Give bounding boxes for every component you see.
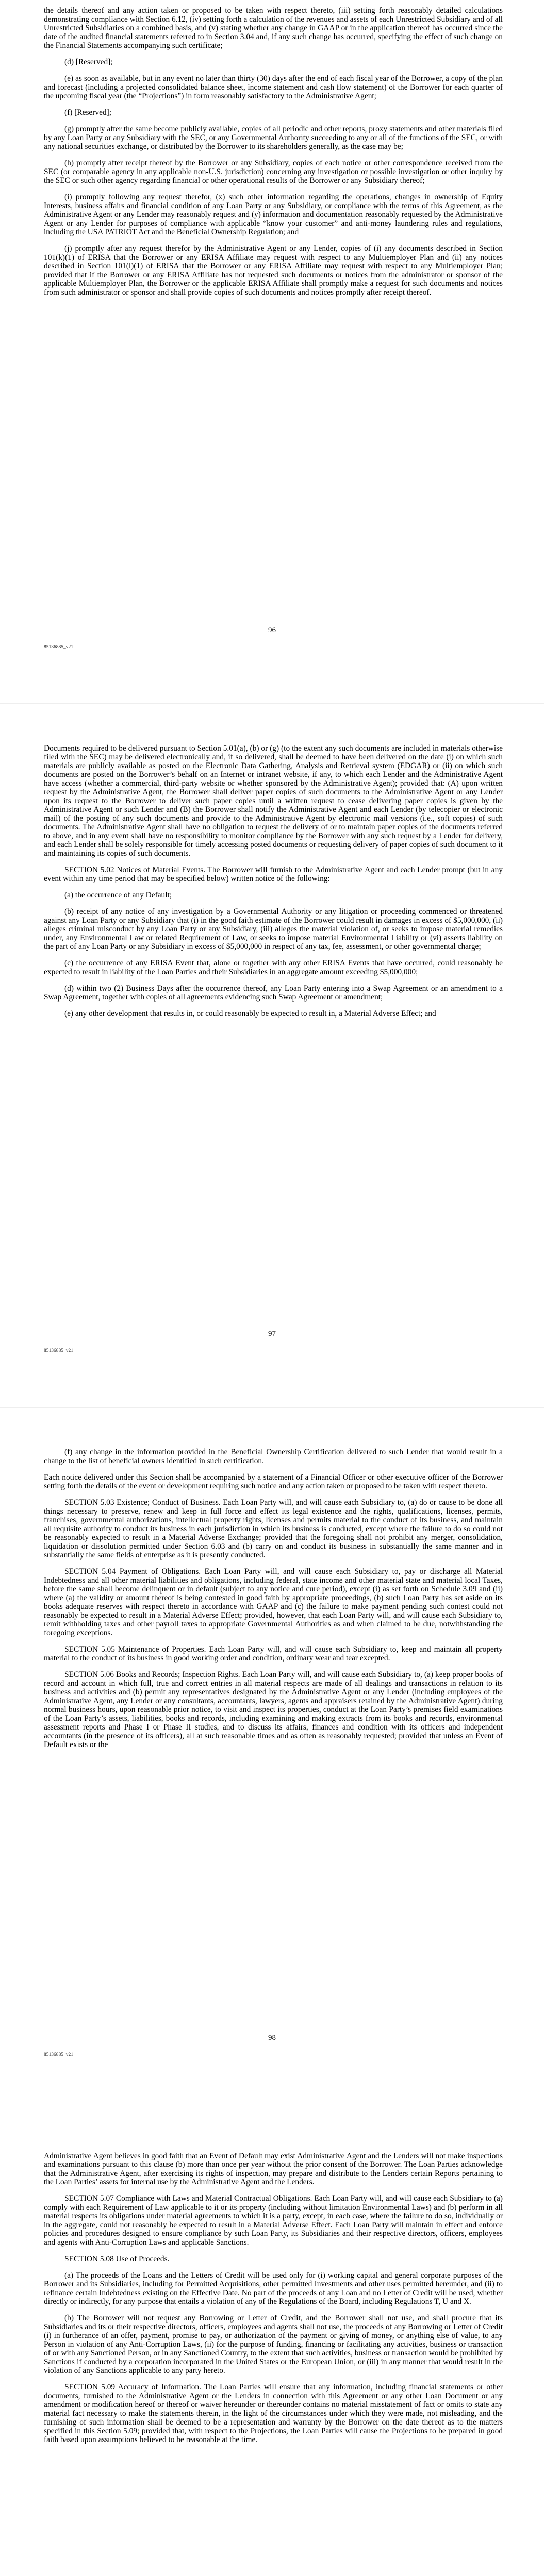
document-id-footer: 85136885_v21 — [44, 1348, 73, 1353]
page-number: 97 — [268, 1330, 276, 1338]
clause-b: (b) receipt of any notice of any investigation by a Governmental Authority or any litigation or proceeding commenced or threatened against any Loan Party or any Subsidiary that (i) in the good faith estimate of the Borrower could result in damages in excess of $5,000,000, (ii) alleges criminal misconduct by any Loan Party or any Subsidiary, (iii) alleges the material violation of, or seeks to impose material remedies under, any Environmental Law or related Requirement of Law, or seeks to impose material Environmental Liability or (vi) asserts liability on the part of any Loan Party or any Subsidiary in excess of $5,000,000 in respect of any tax, fee, assessment, or other governmental charge; — [44, 907, 503, 951]
page-body — [44, 6, 503, 304]
clause-d: (d) [Reserved]; — [64, 58, 113, 66]
section-5-05: SECTION 5.05 Maintenance of Properties. Each Loan Party will, and will cause each Subsidiary to, keep and maintain all property material to the conduct of its business in good working order and condition, ordinary wear and tear excepted. — [44, 1645, 503, 1663]
clause-h: (h) promptly after receipt thereof by the Borrower or any Subsidiary, copies of each notice or other correspondence received from the SEC (or comparable agency in any applicable non-U.S. jurisdiction) concerning any investigation or possible investigation or other inquiry by the SEC or such other agency regarding financial or other operational results of the Borrower or any Subsidiary thereof; — [44, 159, 503, 185]
paragraph-electronic-delivery: Documents required to be delivered pursuant to Section 5.01(a), (b) or (g) (to the extent any such documents are included in materials otherwise filed with the SEC) may be delivered electronically and, if so delivered, shall be deemed to have been delivered on the date (i) on which such materials are publicly available as posted on the Electronic Data Gathering, Analysis and Retrieval system (EDGAR) or (ii) on which such documents are posted on the Borrower’s behalf on an Internet or intranet website, if any, to which each Lender and the Administrative Agent have access (whether a commercial, third-party website or whether sponsored by the Administrative Agent); provided that: (A) upon written request by the Administrative Agent, the Borrower shall deliver paper copies of such documents to the Administrative Agent or any Lender upon its request to the Borrower to deliver such paper copies until a written request to cease delivering paper copies is given by the Administrative Agent or such Lender and (B) the Borrower shall notify the Administrative Agent and each Lender (by telecopier or electronic mail) of the posting of any such documents and provide to the Administrative Agent by electronic mail versions (i.e., soft copies) of such documents. The Administrative Agent shall have no obligation to request the delivery of or to maintain paper copies of the documents referred to above, and in any event shall have no responsibility to monitor compliance by the Borrower with any such request by a Lender for delivery, and each Lender shall be solely responsible for timely accessing posted documents or requesting delivery of paper copies of such document to it and maintaining its copies of such documents. — [44, 744, 503, 858]
section-5-06: SECTION 5.06 Books and Records; Inspection Rights. Each Loan Party will, and will cause each Subsidiary to, (a) keep proper books of record and account in which full, true and correct entries in all material respects are made of all dealings and transactions in relation to its business and activities and (b) permit any representatives designated by the Administrative Agent or any Lender (including employees of the Administrative Agent, any Lender or any consultants, accountants, lawyers, agents and appraisers retained by the Administrative Agent) during normal business hours, upon reasonable prior notice, to visit and inspect its properties, conduct at the Loan Party’s premises field examinations of the Loan Party’s assets, liabilities, books and records, including examining and making extracts from its books and records, environmental assessment reports and Phase I or Phase II studies, and to discuss its affairs, finances and condition with its officers and independent accountants (in the presence of its officers), all at such reasonable times and as often as reasonably requested; provided that unless an Event of Default exists or the — [44, 1670, 503, 1749]
page-number: 96 — [268, 626, 276, 634]
clause-f: (f) any change in the information provided in the Beneficial Ownership Certification delivered to such Lender that would result in a change to the list of beneficial owners identified in such certification. — [44, 1448, 503, 1465]
clause-d: (d) within two (2) Business Days after the occurrence thereof, any Loan Party entering into a Swap Agreement or an amendment to a Swap Agreement, together with copies of all agreements evidencing such Swap Agreement or amendment; — [44, 984, 503, 1002]
clause-a: (a) The proceeds of the Loans and the Letters of Credit will be used only for (i) working capital and general corporate purposes of the Borrower and its Subsidiaries, including for Permitted Acquisitions, other permitted Investments and other uses permitted hereunder, and (ii) to refinance certain Indebtedness existing on the Effective Date. No part of the proceeds of any Loan and no Letter of Credit will be used, whether directly or indirectly, for any purpose that entails a violation of any of the Regulations of the Board, including Regulations T, U and X. — [44, 2271, 503, 2306]
section-5-08: SECTION 5.08 Use of Proceeds. — [64, 2255, 170, 2263]
clause-i: (i) promptly following any request therefor, (x) such other information regarding the operations, changes in ownership of Equity Interests, business affairs and financial condition of any Loan Party or any Subsidiary, or compliance with the terms of this Agreement, as the Administrative Agent or any Lender may reasonably request and (y) information and documentation reasonably requested by the Administrative Agent or any Lender for purposes of compliance with applicable “know your customer” and anti-money laundering rules and regulations, including the USA PATRIOT Act and the Beneficial Ownership Regulation; and — [44, 193, 503, 236]
clause-a: (a) the occurrence of any Default; — [64, 891, 172, 900]
clause-g: (g) promptly after the same become publicly available, copies of all periodic and other reports, proxy statements and other materials filed by any Loan Party or any Subsidiary with the SEC, or any Governmental Authority succeeding to any or all of the functions of the SEC, or with any national securities exchange, or distributed by the Borrower to its shareholders generally, as the case may be; — [44, 125, 503, 151]
page-number: 98 — [268, 2033, 276, 2042]
section-5-07: SECTION 5.07 Compliance with Laws and Material Contractual Obligations. Each Loan Party will, and will cause each Subsidiary to (a) comply with each Requirement of Law applicable to it or its property (including without limitation Environmental Laws) and (b) perform in all material respects its obligations under material agreements to which it is a party, except, in each case, where the failure to do so, individually or in the aggregate, could not reasonably be expected to result in a Material Adverse Effect. Each Loan Party will maintain in effect and enforce policies and procedures designed to ensure compliance by such Loan Party, its Subsidiaries and their respective directors, officers, employees and agents with Anti-Corruption Laws and applicable Sanctions. — [44, 2194, 503, 2247]
document-page-98 — [0, 1408, 544, 2111]
document-page-96 — [0, 0, 544, 703]
section-5-04: SECTION 5.04 Payment of Obligations. Each Loan Party will, and will cause each Subsidiary to, pay or discharge all Material Indebtedness and all other material liabilities and obligations, including federal, state income and other material state and material local Taxes, before the same shall become delinquent or in default (subject to any notice and cure period), except (i) as set forth on Schedule 3.09 and (ii) where (a) the validity or amount thereof is being contested in good faith by appropriate proceedings, (b) such Loan Party has set aside on its books adequate reserves with respect thereto in accordance with GAAP and (c) the failure to make payment pending such contest could not reasonably be expected to result in a Material Adverse Effect; provided, however, that each Loan Party will, and will cause each Subsidiary to, remit withholding taxes and other payroll taxes to appropriate Governmental Authorities as and when claimed to be due, notwithstanding the foregoing exceptions. — [44, 1567, 503, 1637]
paragraph-continuation: the details thereof and any action taken or proposed to be taken with respect thereto, (iii) setting forth reasonably detailed calculations demonstrating compliance with Section 6.12, (iv) setting forth a calculation of the revenues and assets of each Unrestricted Subsidiary and of all Unrestricted Subsidiaries on a combined basis, and (v) stating whether any change in GAAP or in the application thereof has occurred since the date of the audited financial statements referred to in Section 3.04 and, if any such change has occurred, specifying the effect of such change on the Financial Statements accompanying such certificate; — [44, 6, 503, 50]
clause-f: (f) [Reserved]; — [64, 108, 112, 117]
document-id-footer: 85136885_v21 — [44, 645, 73, 650]
document-page-99 — [0, 2111, 544, 2576]
page-body — [44, 2151, 503, 2452]
clause-e: (e) as soon as available, but in any event no later than thirty (30) days after the end of each fiscal year of the Borrower, a copy of the plan and forecast (including a projected consolidated balance sheet, income statement and cash flow statement) of the Borrower for each quarter of the upcoming fiscal year (the “Projections”) in form reasonably satisfactory to the Administrative Agent; — [44, 74, 503, 100]
section-5-02: SECTION 5.02 Notices of Material Events. The Borrower will furnish to the Administrative Agent and each Lender prompt (but in any event within any time period that may be specified below) written notice of the following: — [44, 866, 503, 883]
clause-c: (c) the occurrence of any ERISA Event that, alone or together with any other ERISA Events that have occurred, could reasonably be expected to result in liability of the Loan Parties and their Subsidiaries in an aggregate amount exceeding $5,000,000; — [44, 959, 503, 976]
clause-j: (j) promptly after any request therefor by the Administrative Agent or any Lender, copies of (i) any documents described in Section 101(k)(1) of ERISA that the Borrower or any ERISA Affiliate may request with respect to any Multiemployer Plan and (ii) any notices described in Section 101(l)(1) of ERISA that the Borrower or any ERISA Affiliate may request with respect to any Multiemployer Plan; provided that if the Borrower or any ERISA Affiliate has not requested such documents or notices from the administrator or sponsor of the applicable Multiemployer Plan, the Borrower or the applicable ERISA Affiliate shall promptly make a request for such documents and notices from such administrator or sponsor and shall provide copies of such documents and notices promptly after receipt thereof. — [44, 244, 503, 297]
section-5-03: SECTION 5.03 Existence; Conduct of Business. Each Loan Party will, and will cause each Subsidiary to, (a) do or cause to be done all things necessary to preserve, renew and keep in full force and effect its legal existence and the rights, qualifications, licenses, permits, franchises, governmental authorizations, intellectual property rights, licenses and permits material to the conduct of its business, and maintain all requisite authority to conduct its business in each jurisdiction in which its business is conducted, except where the failure to do so could not be reasonably expected to result in a Material Adverse Exchange; provided that the foregoing shall not prohibit any merger, consolidation, liquidation or dissolution permitted under Section 6.03 and (b) carry on and conduct its business in substantially the same manner and in substantially the same fields of enterprise as it is presently conducted. — [44, 1498, 503, 1560]
paragraph-inspection-continuation: Administrative Agent believes in good faith that an Event of Default may exist Administrative Agent and the Lenders will not make inspections and examinations pursuant to this clause (b) more than once per year without the prior consent of the Borrower. The Loan Parties acknowledge that the Administrative Agent, after exercising its rights of inspection, may prepare and distribute to the Lenders certain Reports pertaining to the Loan Parties’ assets for internal use by the Administrative Agent and the Lenders. — [44, 2151, 503, 2187]
paragraph-notice-statement: Each notice delivered under this Section shall be accompanied by a statement of a Financial Officer or other executive officer of the Borrower setting forth the details of the event or development requiring such notice and any action taken or proposed to be taken with respect thereto. — [44, 1473, 503, 1490]
clause-e: (e) any other development that results in, or could reasonably be expected to result in, a Material Adverse Effect; and — [64, 1009, 436, 1018]
document-id-footer: 85136885_v21 — [44, 2052, 73, 2057]
document-page-97 — [0, 704, 544, 1407]
section-5-09: SECTION 5.09 Accuracy of Information. The Loan Parties will ensure that any information, including financial statements or other documents, furnished to the Administrative Agent or the Lenders in connection with this Agreement or any other Loan Document or any amendment or modification hereof or thereof or waiver hereunder or thereunder contains no material misstatement of fact or omits to state any material fact necessary to make the statements therein, in the light of the circumstances under which they were made, not misleading, and the furnishing of such information shall be deemed to be a representation and warranty by the Borrower on the date thereof as to the matters specified in this Section 5.09; provided that, with respect to the Projections, the Loan Parties will cause the Projections to be prepared in good faith based upon assumptions believed to be reasonable at the time. — [44, 2383, 503, 2444]
clause-b: (b) The Borrower will not request any Borrowing or Letter of Credit, and the Borrower shall not use, and shall procure that its Subsidiaries and its or their respective directors, officers, employees and agents shall not use, the proceeds of any Borrowing or Letter of Credit (i) in furtherance of an offer, payment, promise to pay, or authorization of the payment or giving of money, or anything else of value, to any Person in violation of any Anti-Corruption Laws, (ii) for the purpose of funding, financing or facilitating any activities, business or transaction of or with any Sanctioned Person, or in any Sanctioned Country, to the extent that such activities, business or transaction would be prohibited by Sanctions if conducted by a corporation incorporated in the United States or the European Union, or (iii) in any manner that would result in the violation of any Sanctions applicable to any party hereto. — [44, 2314, 503, 2375]
page-body — [44, 744, 503, 1026]
page-body — [44, 1448, 503, 1757]
